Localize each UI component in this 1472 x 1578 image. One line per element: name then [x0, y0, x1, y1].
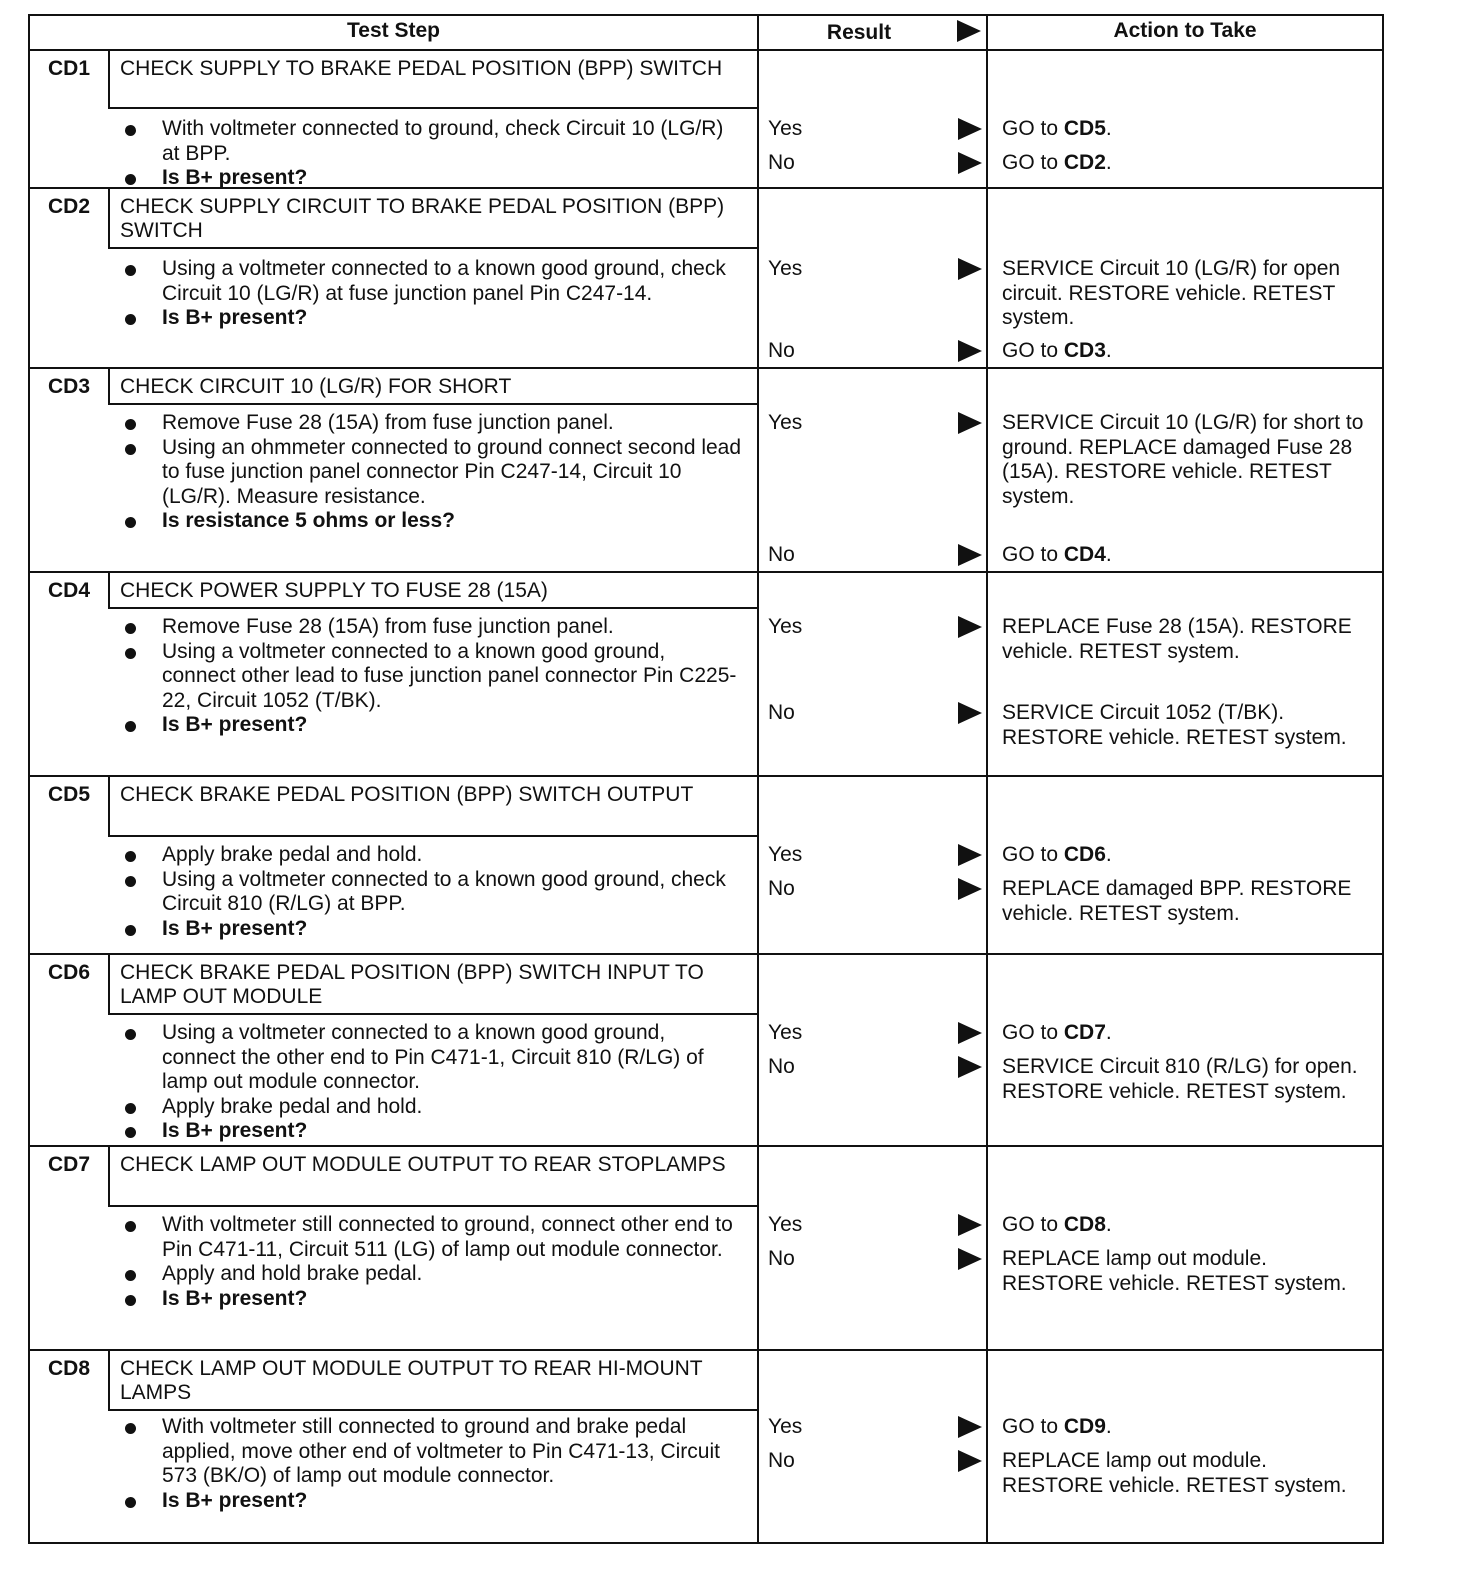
action-yes — [1002, 117, 1372, 142]
step-instructions — [122, 411, 742, 534]
no-arrow-icon — [958, 702, 982, 724]
instruction-item: With voltmeter still connected to ground and brake pedal applied, move other end of voltmeter to Pin C471-13, Circuit 573 (BK/O) of lamp out module connector. — [122, 1415, 742, 1489]
action-yes-suffix: . — [1105, 1021, 1112, 1044]
action-yes — [1002, 615, 1372, 664]
action-no-text: GO to — [1002, 339, 1064, 362]
step-id-divider — [108, 369, 110, 405]
action-no — [1002, 1055, 1372, 1104]
step-id: CD6 — [47, 961, 90, 984]
header-action: Action to Take — [1113, 19, 1257, 42]
result-no: No — [768, 877, 795, 900]
result-no: No — [768, 1449, 795, 1472]
action-yes-text: SERVICE Circuit 10 (LG/R) for open circuit. RESTORE vehicle. RETEST system. — [1002, 257, 1341, 329]
result-yes: Yes — [768, 1415, 803, 1438]
instruction-item: Remove Fuse 28 (15A) from fuse junction panel. — [122, 411, 742, 436]
step-title: CHECK BRAKE PEDAL POSITION (BPP) SWITCH OUTPUT — [120, 783, 694, 806]
action-yes-text: SERVICE Circuit 10 (LG/R) for short to ground. REPLACE damaged Fuse 28 (15A). RESTORE vehicle. RETEST system. — [1002, 411, 1364, 508]
result-yes: Yes — [768, 1213, 803, 1236]
step-id-divider — [108, 1147, 110, 1207]
action-no-link: CD2 — [1063, 151, 1106, 174]
step-instructions — [122, 615, 742, 738]
title-divider — [108, 1409, 758, 1411]
step-instructions — [122, 843, 742, 941]
step-row-cd7 — [30, 1147, 1382, 1351]
step-instructions — [122, 1021, 742, 1144]
step-title: CHECK LAMP OUT MODULE OUTPUT TO REAR HI-MOUNT LAMPS — [120, 1357, 703, 1404]
action-yes-text: GO to — [1002, 1021, 1064, 1044]
no-arrow-icon — [958, 340, 982, 362]
yes-arrow-icon — [958, 118, 982, 140]
no-arrow-icon — [958, 1248, 982, 1270]
action-no — [1002, 151, 1372, 176]
title-divider — [108, 403, 758, 405]
action-no — [1002, 1449, 1372, 1498]
step-row-cd5 — [30, 777, 1382, 955]
action-yes-text: GO to — [1002, 1415, 1064, 1438]
action-no — [1002, 701, 1372, 750]
step-question: Is B+ present? — [122, 917, 742, 942]
step-title: CHECK SUPPLY TO BRAKE PEDAL POSITION (BPP) SWITCH — [120, 57, 723, 80]
step-question: Is B+ present? — [122, 1489, 742, 1514]
step-title: CHECK POWER SUPPLY TO FUSE 28 (15A) — [120, 579, 548, 602]
title-divider — [108, 607, 758, 609]
step-title: CHECK SUPPLY CIRCUIT TO BRAKE PEDAL POSITION (BPP) SWITCH — [120, 195, 725, 242]
step-id: CD5 — [47, 783, 90, 806]
action-no — [1002, 1247, 1372, 1296]
no-arrow-icon — [958, 152, 982, 174]
step-row-cd8 — [30, 1351, 1382, 1542]
result-yes: Yes — [768, 117, 803, 140]
step-id-divider — [108, 777, 110, 837]
diagnostic-table — [28, 14, 1384, 1544]
result-yes: Yes — [768, 615, 803, 638]
yes-arrow-icon — [958, 258, 982, 280]
step-instructions — [122, 257, 742, 331]
action-yes-text: REPLACE Fuse 28 (15A). RESTORE vehicle. RETEST system. — [1002, 615, 1352, 663]
action-no-suffix: . — [1105, 543, 1112, 566]
action-no-link: CD4 — [1063, 543, 1106, 566]
action-no-link: CD3 — [1063, 339, 1106, 362]
action-no-text: REPLACE lamp out module. RESTORE vehicle. RETEST system. — [1002, 1449, 1347, 1497]
result-no: No — [768, 1247, 795, 1270]
step-id-divider — [108, 1351, 110, 1411]
step-id-divider — [108, 189, 110, 249]
step-question: Is B+ present? — [122, 713, 742, 738]
result-no: No — [768, 701, 795, 724]
yes-arrow-icon — [958, 412, 982, 434]
action-yes — [1002, 257, 1372, 331]
step-id: CD1 — [47, 57, 90, 80]
instruction-item: Using a voltmeter connected to a known good ground, check Circuit 10 (LG/R) at fuse junction panel Pin C247-14. — [122, 257, 742, 306]
step-row-cd6 — [30, 955, 1382, 1147]
action-yes-suffix: . — [1105, 1213, 1112, 1236]
step-instructions — [122, 117, 742, 191]
step-row-cd3 — [30, 369, 1382, 573]
title-divider — [108, 835, 758, 837]
step-id: CD8 — [47, 1357, 90, 1380]
action-yes-link: CD7 — [1063, 1021, 1106, 1044]
result-no: No — [768, 339, 795, 362]
instruction-item: Using an ohmmeter connected to ground connect second lead to fuse junction panel connector Pin C247-14, Circuit 10 (LG/R). Measure resistance. — [122, 436, 742, 510]
action-yes-suffix: . — [1105, 1415, 1112, 1438]
step-question: Is B+ present? — [122, 306, 742, 331]
action-no-text: REPLACE damaged BPP. RESTORE vehicle. RETEST system. — [1002, 877, 1352, 925]
action-yes-link: CD6 — [1063, 843, 1106, 866]
instruction-item: Apply brake pedal and hold. — [122, 1095, 742, 1120]
instruction-item: Using a voltmeter connected to a known good ground, check Circuit 810 (R/LG) at BPP. — [122, 868, 742, 917]
step-id-divider — [108, 955, 110, 1015]
step-row-cd1 — [30, 51, 1382, 189]
result-no: No — [768, 151, 795, 174]
no-arrow-icon — [958, 878, 982, 900]
step-title: CHECK CIRCUIT 10 (LG/R) FOR SHORT — [120, 375, 512, 398]
action-yes-link: CD5 — [1063, 117, 1106, 140]
action-no-text: SERVICE Circuit 810 (R/LG) for open. RESTORE vehicle. RETEST system. — [1002, 1055, 1358, 1103]
result-yes: Yes — [768, 411, 803, 434]
instruction-item: Apply brake pedal and hold. — [122, 843, 742, 868]
step-id: CD2 — [47, 195, 90, 218]
action-no-suffix: . — [1105, 339, 1112, 362]
step-instructions — [122, 1415, 742, 1513]
yes-arrow-icon — [958, 616, 982, 638]
action-no-text: GO to — [1002, 543, 1064, 566]
step-title: CHECK BRAKE PEDAL POSITION (BPP) SWITCH INPUT TO LAMP OUT MODULE — [120, 961, 704, 1008]
action-yes-link: CD8 — [1063, 1213, 1106, 1236]
action-no-text: REPLACE lamp out module. RESTORE vehicle. RETEST system. — [1002, 1247, 1347, 1295]
step-question: Is B+ present? — [122, 1119, 742, 1144]
action-yes-text: GO to — [1002, 1213, 1064, 1236]
instruction-item: With voltmeter connected to ground, check Circuit 10 (LG/R) at BPP. — [122, 117, 742, 166]
action-no-suffix: . — [1105, 151, 1112, 174]
action-no — [1002, 339, 1372, 364]
header-result: Result — [826, 21, 892, 44]
action-no-text: SERVICE Circuit 1052 (T/BK). RESTORE vehicle. RETEST system. — [1002, 701, 1347, 749]
title-divider — [108, 247, 758, 249]
no-arrow-icon — [958, 1450, 982, 1472]
step-id-divider — [108, 51, 110, 109]
result-yes: Yes — [768, 843, 803, 866]
action-no — [1002, 877, 1372, 926]
action-yes-suffix: . — [1105, 117, 1112, 140]
action-yes — [1002, 1213, 1372, 1238]
yes-arrow-icon — [958, 1416, 982, 1438]
step-id: CD4 — [47, 579, 90, 602]
instruction-item: Remove Fuse 28 (15A) from fuse junction panel. — [122, 615, 742, 640]
title-divider — [108, 1205, 758, 1207]
step-row-cd2 — [30, 189, 1382, 369]
instruction-item: With voltmeter still connected to ground, connect other end to Pin C471-11, Circuit 511 (LG) of lamp out module connector. — [122, 1213, 742, 1262]
action-yes — [1002, 411, 1372, 509]
action-yes-link: CD9 — [1063, 1415, 1106, 1438]
action-yes-suffix: . — [1105, 843, 1112, 866]
step-row-cd4 — [30, 573, 1382, 777]
step-id-divider — [108, 573, 110, 609]
no-arrow-icon — [958, 1056, 982, 1078]
result-yes: Yes — [768, 257, 803, 280]
step-id: CD7 — [47, 1153, 90, 1176]
yes-arrow-icon — [958, 844, 982, 866]
instruction-item: Using a voltmeter connected to a known good ground, connect the other end to Pin C471-1, Circuit 810 (R/LG) of lamp out module connector. — [122, 1021, 742, 1095]
action-yes-text: GO to — [1002, 117, 1064, 140]
no-arrow-icon — [958, 544, 982, 566]
header-test-step: Test Step — [347, 19, 440, 42]
step-question: Is B+ present? — [122, 1287, 742, 1312]
action-yes-text: GO to — [1002, 843, 1064, 866]
instruction-item: Apply and hold brake pedal. — [122, 1262, 742, 1287]
table-header — [30, 16, 1382, 51]
step-question: Is resistance 5 ohms or less? — [122, 509, 742, 534]
action-yes — [1002, 843, 1372, 868]
yes-arrow-icon — [958, 1214, 982, 1236]
action-yes — [1002, 1415, 1372, 1440]
instruction-item: Using a voltmeter connected to a known good ground, connect other lead to fuse junction panel connector Pin C225-22, Circuit 1052 (T/BK). — [122, 640, 742, 714]
action-no — [1002, 543, 1372, 568]
result-no: No — [768, 1055, 795, 1078]
action-no-text: GO to — [1002, 151, 1064, 174]
step-title: CHECK LAMP OUT MODULE OUTPUT TO REAR STOPLAMPS — [120, 1153, 726, 1176]
result-no: No — [768, 543, 795, 566]
result-yes: Yes — [768, 1021, 803, 1044]
step-instructions — [122, 1213, 742, 1311]
title-divider — [108, 107, 758, 109]
header-arrow-icon — [957, 20, 981, 42]
yes-arrow-icon — [958, 1022, 982, 1044]
title-divider — [108, 1013, 758, 1015]
action-yes — [1002, 1021, 1372, 1046]
step-question: Is B+ present? — [122, 166, 742, 191]
step-id: CD3 — [47, 375, 90, 398]
